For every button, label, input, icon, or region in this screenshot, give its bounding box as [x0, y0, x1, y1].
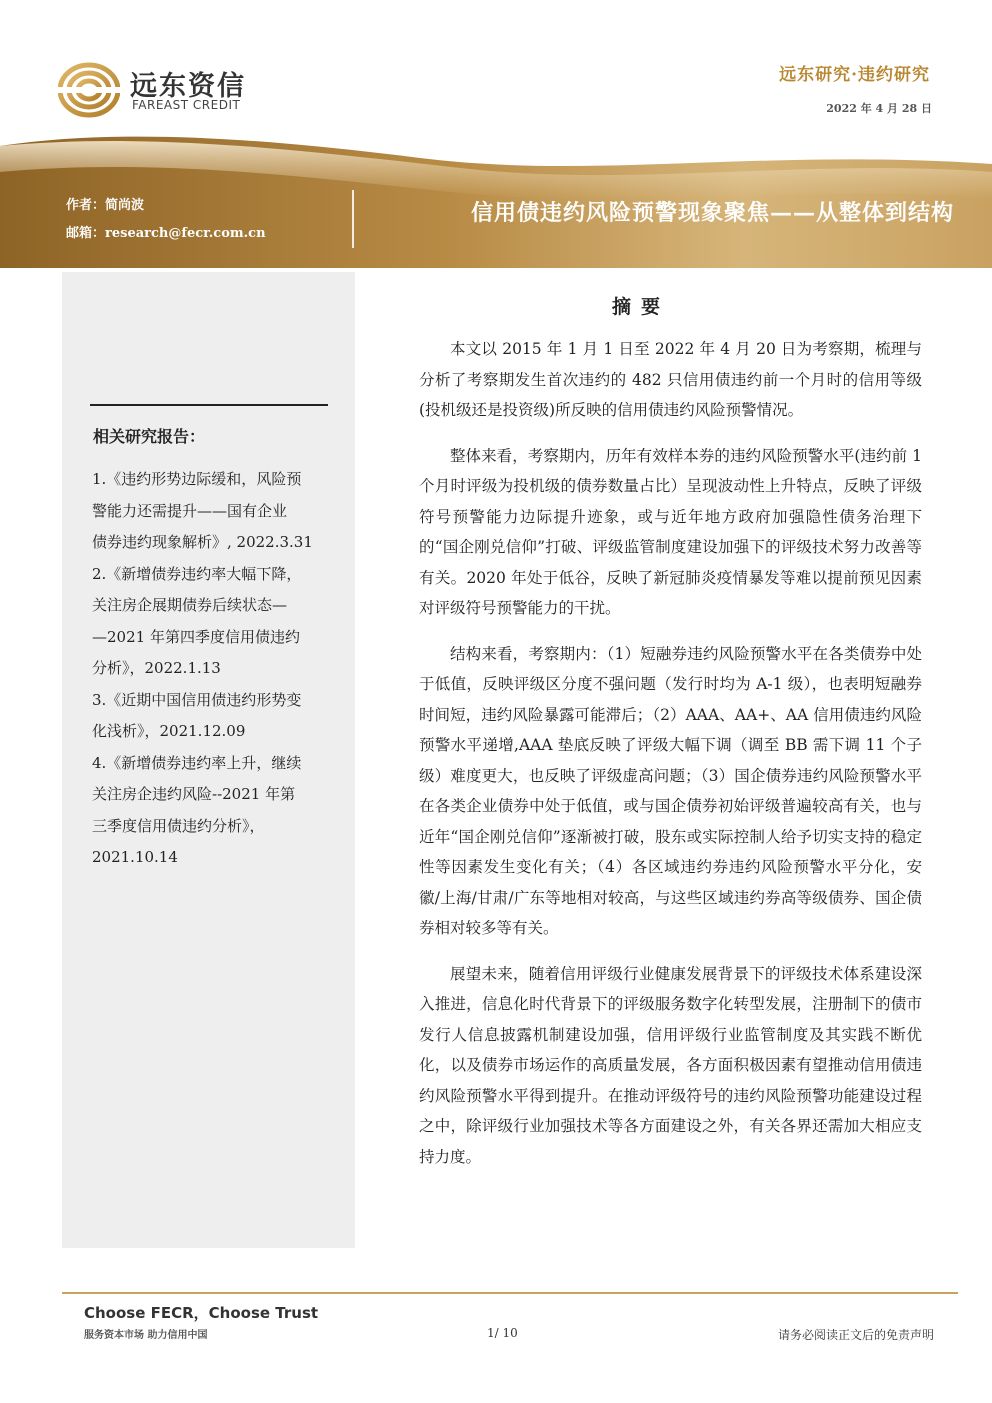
abstract-paragraph: 结构来看，考察期内：（1）短融券违约风险预警水平在各类债券中处于低值，反映评级区分度不强问题（发行时均为 A-1 级），也表明短融券时间短，违约风险暴露可能滞后；（2）AAA、AA+、AA 信用债违约风险预警水平递增,AAA 垫底反映了评级大幅下调（调至 BB 需下调 11 个子级）难度更大，也反映了评级虚高问题；（3）国企债券违约风险预警水平在各类企业债券中处于低值，或与国企债券初始评级普遍较高有关，也与近年“国企刚兑信仰”逐渐被打破，股东或实际控制人给予切实支持的稳定性等因素发生变化有关；（4）各区域违约券违约风险预警水平分化，安徽/上海/甘肃/广东等地相对较高，与这些区域违约券高等级债券、国企债券相对较多等有关。: [419, 644, 922, 937]
abstract-body: [419, 334, 922, 1187]
report-series: 远东研究·违约研究: [779, 65, 930, 85]
logo: [58, 62, 258, 118]
footer-slogan: Choose FECR，Choose Trust: [84, 1304, 319, 1322]
related-report-item[interactable]: 4.《新增债券违约率上升，继续 关注房企违约风险--2021 年第 三季度信用债违约分析》， 2021.10.14: [92, 753, 302, 866]
related-report-item[interactable]: 2.《新增债券违约率大幅下降， 关注房企展期债券后续状态— —2021 年第四季度信用债违约 分析》，2022.1.13: [92, 564, 302, 677]
footer-sub-slogan: 服务资本市场 助力信用中国: [84, 1330, 208, 1341]
abstract-paragraph: 本文以 2015 年 1 月 1 日至 2022 年 4 月 20 日为考察期，梳理与分析了考察期发生首次违约的 482 只信用债违约前一个月时的信用等级(投机级还是投资级)所反映的信用债违约风险预警情况。: [419, 340, 922, 419]
abstract-heading: 摘要: [612, 296, 671, 318]
footer-divider: [62, 1292, 958, 1294]
logo-chinese-name: 远东资信: [130, 71, 246, 102]
logo-english-name: FAREAST CREDIT: [132, 98, 241, 112]
abstract-paragraph: 展望未来，随着信用评级行业健康发展背景下的评级技术体系建设深入推进，信息化时代背景下的评级服务数字化转型发展，注册制下的债市发行人信息披露机制建设加强，信用评级行业监管制度及其实践不断优化，以及债券市场运作的高质量发展，各方面积极因素有望推动信用债违约风险预警水平得到提升。在推动评级符号的违约风险预警功能建设过程之中，除评级行业加强技术等各方面建设之外，有关各界还需加大相应支持力度。: [419, 964, 922, 1166]
related-report-item[interactable]: 3.《近期中国信用债违约形势变 化浅析》，2021.12.09: [92, 690, 302, 740]
related-reports-list: [92, 464, 330, 874]
banner-divider: [352, 190, 354, 248]
publish-date: 2022 年 4 月 28 日: [826, 102, 932, 115]
footer-disclaimer: 请务必阅读正文后的免责声明: [777, 1328, 934, 1342]
fareast-logo-icon: [58, 62, 120, 118]
sidebar-divider: [90, 404, 328, 406]
related-reports-heading: 相关研究报告：: [93, 427, 206, 446]
related-report-item[interactable]: 1.《违约形势边际缓和，风险预 警能力还需提升——国有企业 债券违约现象解析》, 2022.3.31: [92, 470, 313, 551]
page-number: 1/ 10: [487, 1326, 518, 1340]
author-email: 邮箱：research@fecr.com.cn: [66, 226, 266, 241]
author: 作者：简尚波: [66, 198, 145, 213]
report-title: 信用债违约风险预警现象聚焦——从整体到结构: [470, 200, 954, 226]
abstract-paragraph: 整体来看，考察期内，历年有效样本券的违约风险预警水平(违约前 1 个月时评级为投机级的债券数量占比）呈现波动性上升特点，反映了评级符号预警能力边际提升迹象，或与近年地方政府加强隐性债务治理下的“国企刚兑信仰”打破、评级监管制度建设加强下的评级技术努力改善等有关。2020 年处于低谷，反映了新冠肺炎疫情暴发等难以提前预见因素对评级符号预警能力的干扰。: [419, 446, 922, 617]
